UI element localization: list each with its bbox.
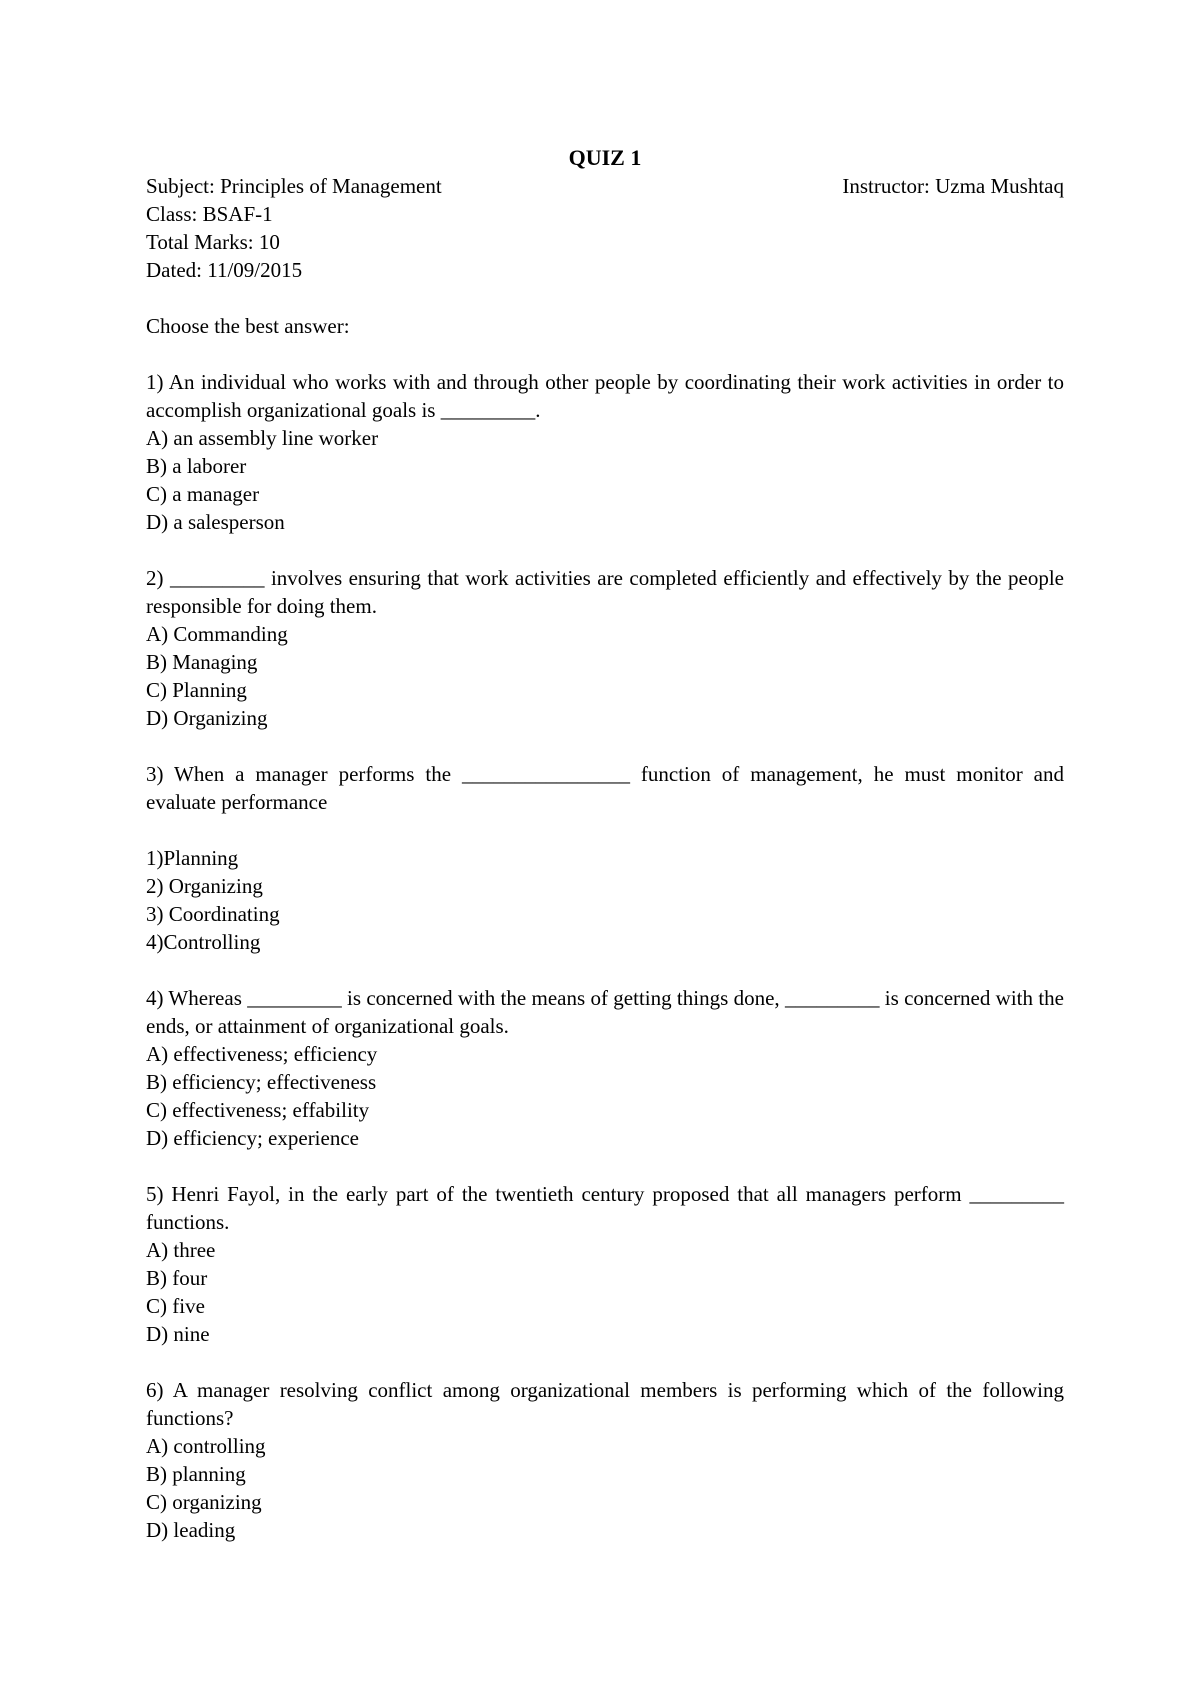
spacer [146,956,1064,984]
quiz-page [146,144,1064,1544]
question-block-5 [146,1180,1064,1348]
page-title: QUIZ 1 [568,145,642,170]
answer-option: D) efficiency; experience [146,1126,359,1150]
answer-option: 1)Planning [146,846,239,870]
answer-option: C) five [146,1294,205,1318]
question-block-6 [146,1376,1064,1544]
spacer [146,1348,1064,1376]
spacer [146,732,1064,760]
answer-option: D) Organizing [146,706,268,730]
header-row [146,172,1064,200]
subject-label: Subject: Principles of Management [146,174,442,198]
answer-option: C) effectiveness; effability [146,1098,370,1122]
answer-option: C) Planning [146,678,247,702]
question-text: 3) When a manager performs the ________________ function of management, he must monitor and evaluate performance [146,762,1064,814]
instruction-text: Choose the best answer: [146,314,350,338]
instructor-label: Instructor: Uzma Mushtaq [842,174,1064,198]
question-text: 1) An individual who works with and through other people by coordinating their work activities in order to accomplish organizational goals is _________. [146,370,1064,422]
question-block-3 [146,760,1064,956]
answer-option: C) a manager [146,482,260,506]
answer-option: A) controlling [146,1434,266,1458]
question-block-2 [146,564,1064,732]
spacer [146,340,1064,368]
answer-option: B) four [146,1266,208,1290]
answer-option: C) organizing [146,1490,262,1514]
question-text: 2) _________ involves ensuring that work activities are completed efficiently and effectively by the people responsible for doing them. [146,566,1064,618]
answer-option: B) Managing [146,650,258,674]
question-text: 5) Henri Fayol, in the early part of the twentieth century proposed that all managers perform _________ functions. [146,1182,1064,1234]
spacer [146,536,1064,564]
dated-label: Dated: 11/09/2015 [146,258,303,282]
answer-option: D) leading [146,1518,236,1542]
question-text: 6) A manager resolving conflict among organizational members is performing which of the following functions? [146,1378,1064,1430]
total-marks-label: Total Marks: 10 [146,230,280,254]
spacer [146,284,1064,312]
class-label: Class: BSAF-1 [146,202,273,226]
spacer [146,816,1064,844]
answer-option: A) an assembly line worker [146,426,379,450]
spacer [146,1152,1064,1180]
answer-option: D) nine [146,1322,210,1346]
question-block-4 [146,984,1064,1152]
answer-option: A) Commanding [146,622,288,646]
answer-option: A) effectiveness; efficiency [146,1042,378,1066]
answer-option: 3) Coordinating [146,902,280,926]
answer-option: 4)Controlling [146,930,261,954]
answer-option: B) a laborer [146,454,247,478]
question-text: 4) Whereas _________ is concerned with the means of getting things done, _________ is concerned with the ends, or attainment of organizational goals. [146,986,1064,1038]
answer-option: B) planning [146,1462,246,1486]
answer-option: A) three [146,1238,216,1262]
question-block-1 [146,368,1064,536]
answer-option: 2) Organizing [146,874,263,898]
answer-option: D) a salesperson [146,510,285,534]
answer-option: B) efficiency; effectiveness [146,1070,377,1094]
